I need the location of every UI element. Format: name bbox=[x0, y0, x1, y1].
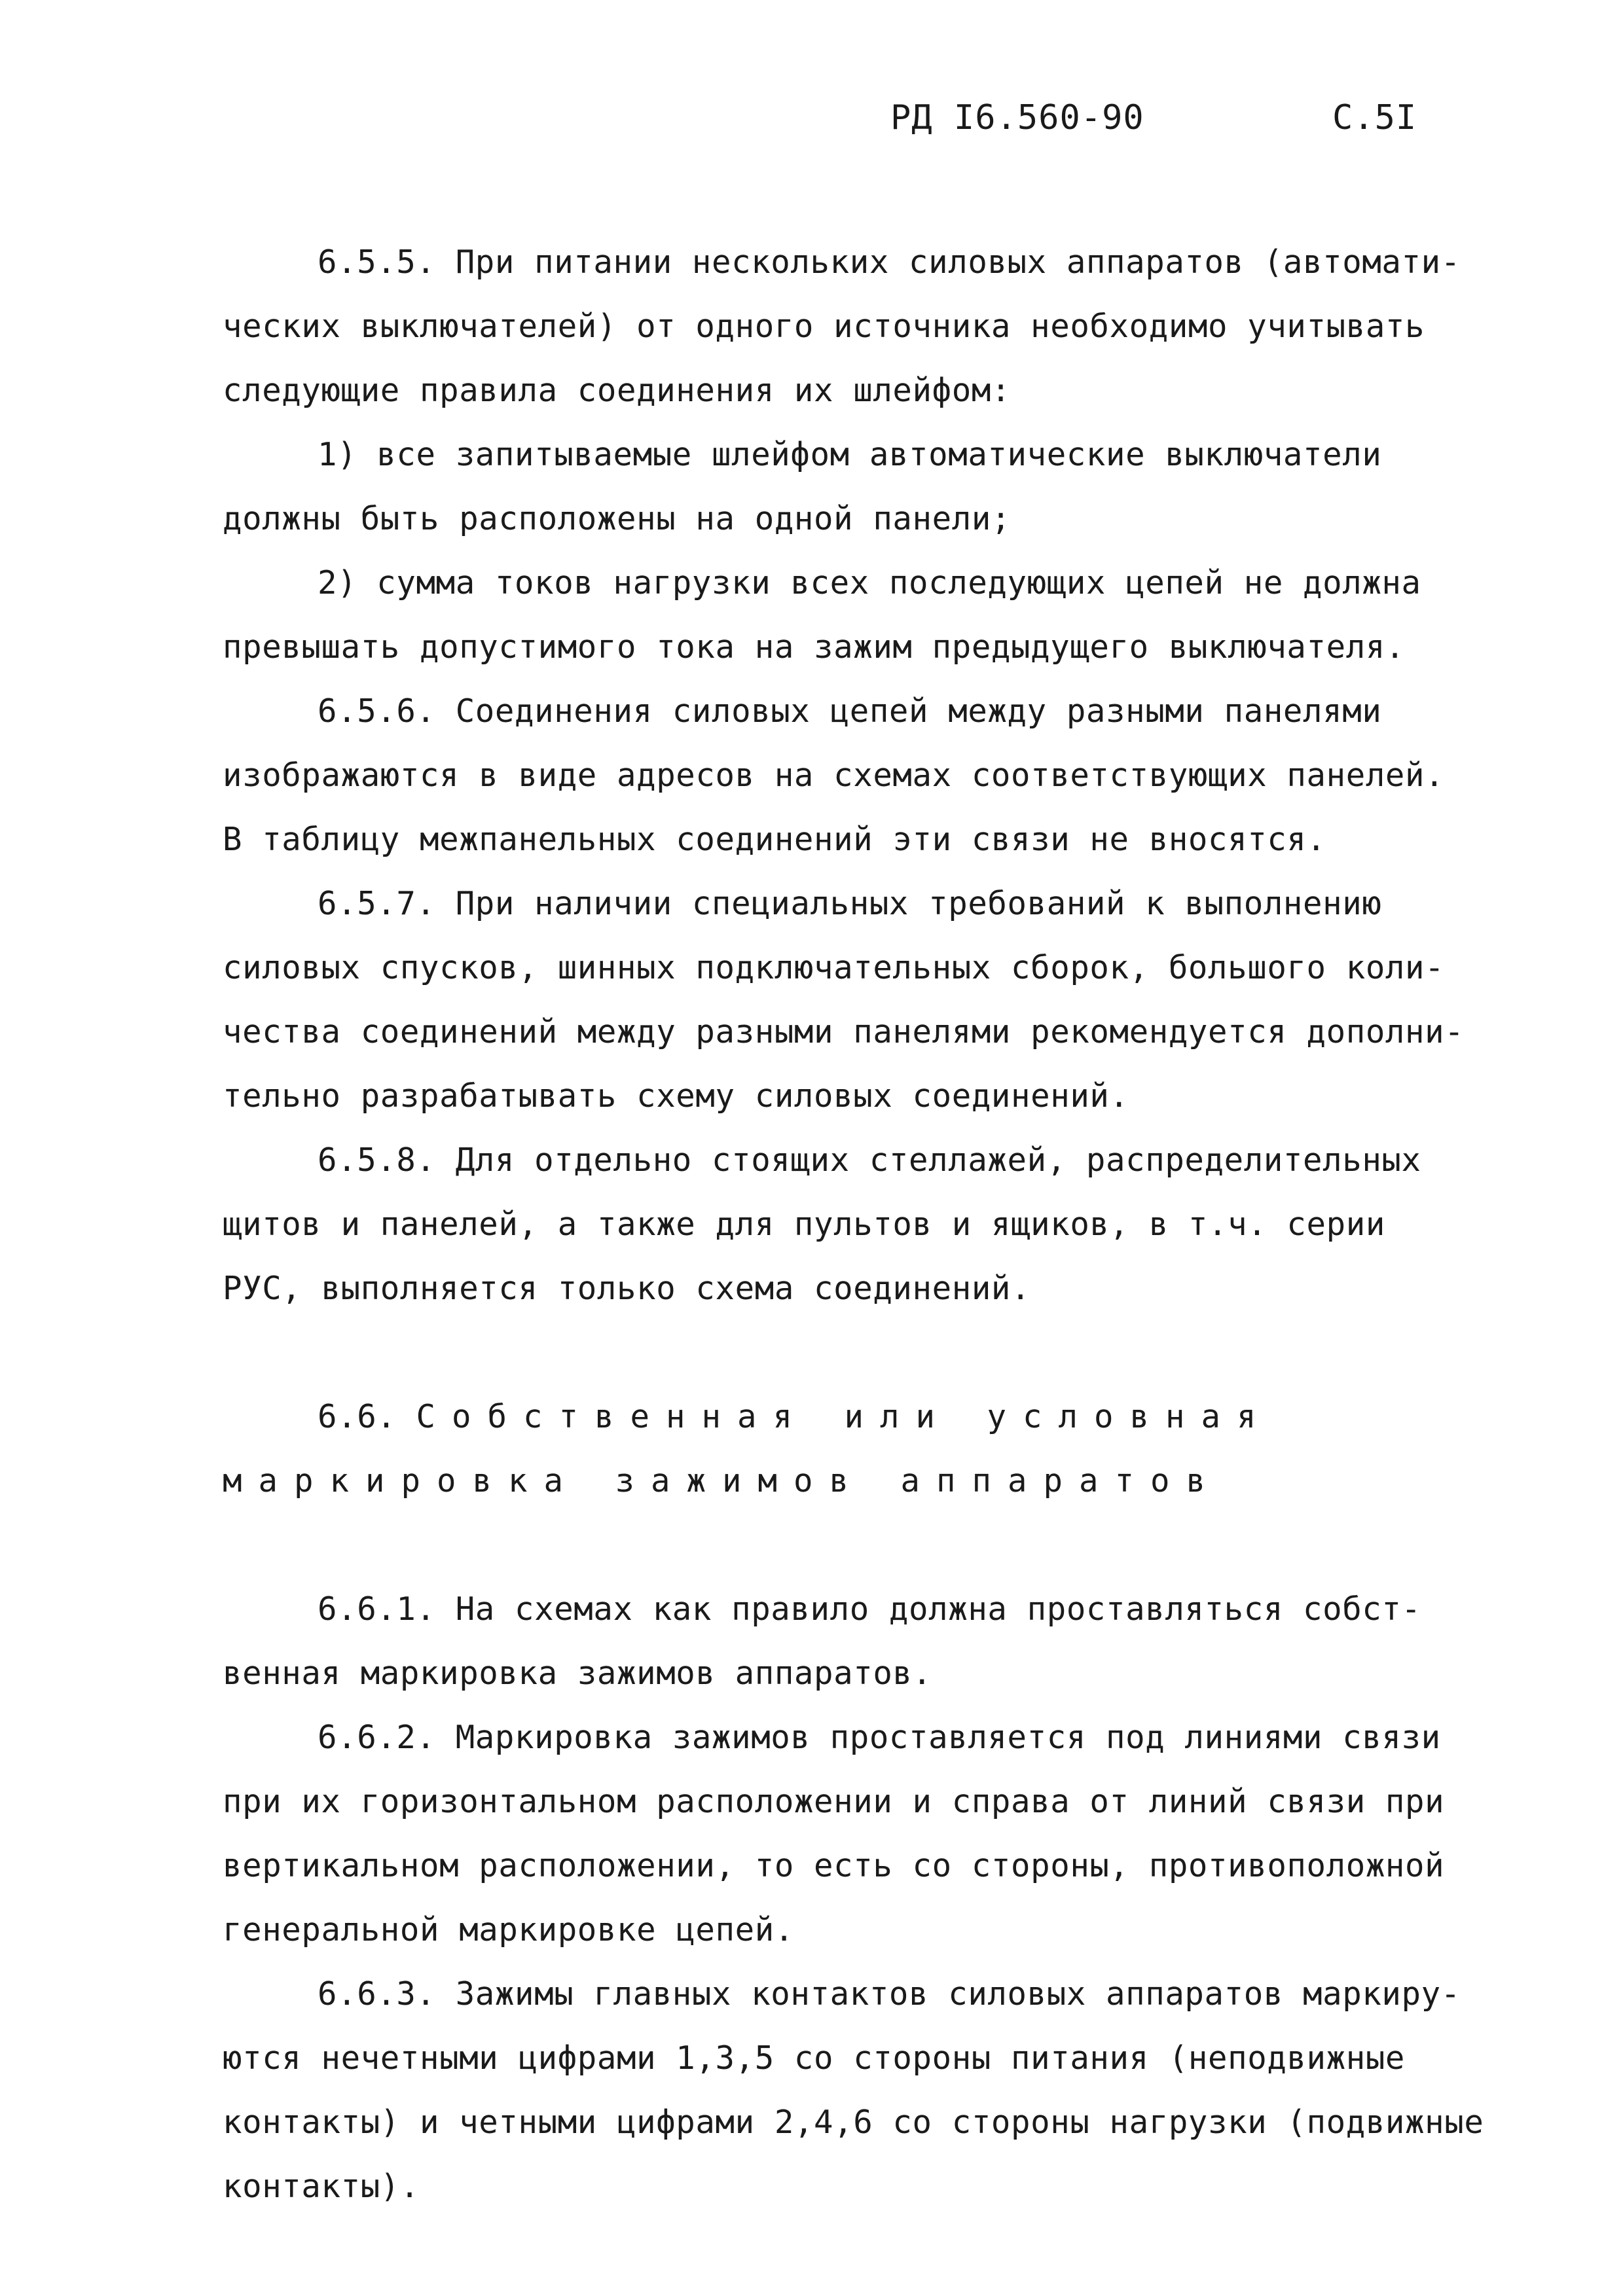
text-line: 2) сумма токов нагрузки всех последующих цепей не должна bbox=[318, 564, 1421, 601]
section-heading-6-6 bbox=[223, 1385, 1467, 1513]
spacer bbox=[223, 1513, 1467, 1577]
text-line: ческих выключателей) от одного источника необходимо учитывать bbox=[223, 308, 1425, 345]
text-line: РУС, выполняется только схема соединений. bbox=[223, 1270, 1031, 1307]
section-title-part-2: маркировка зажимов аппаратов bbox=[223, 1462, 1222, 1499]
text-line: 6.5.8. Для отдельно стоящих стеллажей, распределительных bbox=[318, 1141, 1421, 1179]
text-line: должны быть расположены на одной панели; bbox=[223, 500, 1012, 537]
list-item-2 bbox=[223, 551, 1467, 679]
text-line: 6.6.2. Маркировка зажимов проставляется под линиями связи bbox=[318, 1719, 1441, 1756]
paragraph-6-5-8 bbox=[223, 1128, 1467, 1321]
paragraph-6-6-3 bbox=[223, 1962, 1484, 2219]
text-line: 1) все запитываемые шлейфом автоматические выключатели bbox=[318, 436, 1382, 473]
paragraph-6-6-2 bbox=[223, 1706, 1467, 1962]
text-line: 6.5.5. При питании нескольких силовых аппаратов (автомати- bbox=[318, 243, 1461, 281]
paragraph-6-5-5 bbox=[223, 230, 1467, 423]
text-line: 6.5.7. При наличии специальных требований к выполнению bbox=[318, 885, 1382, 922]
paragraph-6-6-1 bbox=[223, 1577, 1467, 1706]
text-line: контакты) и четными цифрами 2,4,6 со стороны нагрузки (подвижные bbox=[223, 2104, 1484, 2141]
list-item-1 bbox=[223, 423, 1467, 551]
text-line: венная маркировка зажимов аппаратов. bbox=[223, 1655, 932, 1692]
spacer bbox=[223, 1321, 1467, 1385]
body-text bbox=[223, 230, 1484, 2219]
paragraph-6-5-6 bbox=[223, 679, 1467, 872]
paragraph-6-5-7 bbox=[223, 872, 1467, 1128]
text-line: 6.6.3. Зажимы главных контактов силовых аппаратов маркиру- bbox=[318, 1975, 1461, 2013]
text-line: ются нечетными цифрами 1,3,5 со стороны питания (неподвижные bbox=[223, 2039, 1406, 2077]
text-line: силовых спусков, шинных подключательных сборок, большого коли- bbox=[223, 949, 1445, 986]
text-line: В таблицу межпанельных соединений эти связи не вносятся. bbox=[223, 821, 1326, 858]
text-line: следующие правила соединения их шлейфом: bbox=[223, 372, 1012, 409]
page-number: С.5I bbox=[1332, 98, 1417, 137]
heading-line bbox=[223, 1385, 1467, 1449]
text-line: при их горизонтальном расположении и справа от линий связи при bbox=[223, 1783, 1445, 1820]
text-line: генеральной маркировке цепей. bbox=[223, 1911, 794, 1948]
text-line: контакты). bbox=[223, 2168, 420, 2205]
text-line: чества соединений между разными панелями рекомендуется дополни- bbox=[223, 1013, 1465, 1050]
text-line: превышать допустимого тока на зажим предыдущего выключателя. bbox=[223, 628, 1406, 666]
text-line: щитов и панелей, а также для пультов и ящиков, в т.ч. серии bbox=[223, 1206, 1385, 1243]
text-line: тельно разрабатывать схему силовых соединений. bbox=[223, 1077, 1129, 1115]
text-line: изображаются в виде адресов на схемах соответствующих панелей. bbox=[223, 757, 1445, 794]
text-line: 6.5.6. Соединения силовых цепей между разными панелями bbox=[318, 692, 1382, 730]
section-number: 6.6. bbox=[318, 1398, 397, 1435]
section-title-part-1: Собственная или условная bbox=[416, 1398, 1273, 1435]
text-line: вертикальном расположении, то есть со стороны, противоположной bbox=[223, 1847, 1445, 1884]
document-number: РД I6.560-90 bbox=[890, 98, 1144, 137]
text-line: 6.6.1. На схемах как правило должна проставляться собст- bbox=[318, 1590, 1421, 1628]
